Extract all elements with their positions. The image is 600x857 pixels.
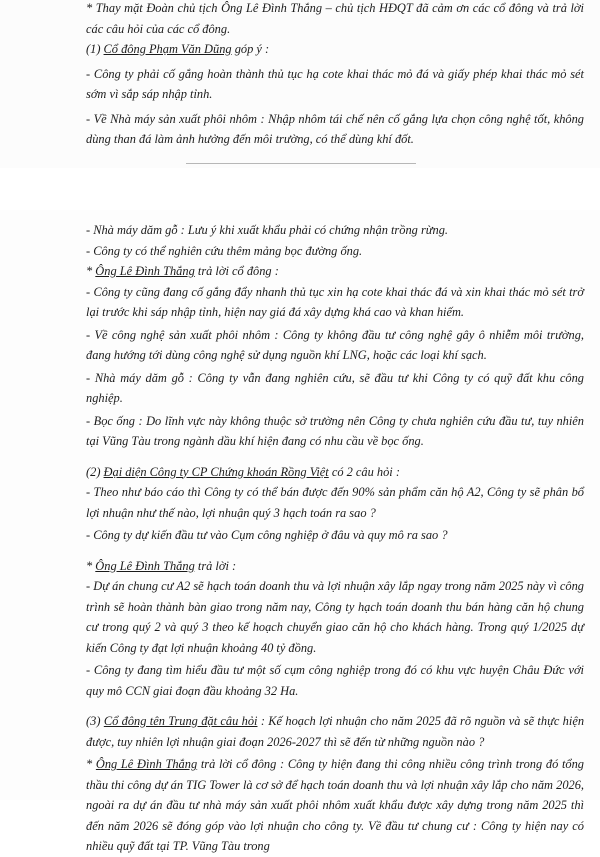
suggestion-wood-chip: - Nhà máy dăm gỗ : Lưu ý khi xuất khẩu phải có chứng nhận trồng rừng.	[86, 223, 449, 237]
answer-1-speaker: Ông Lê Đình Thắng	[95, 264, 195, 278]
question-2-speaker: Đại diện Công ty CP Chứng khoán Rồng Việt	[103, 464, 329, 479]
answer-3-text: trả lời cổ đông : Công ty hiện đang thi công nhiều công trình trong đó tổng thầu thi công dự án TIG Tower là cơ sở để hạch toán doanh thu và lợi nhuận xây lắp cho năm 2026, ngoài ra dự án đầu tư nhà máy sản xuất phôi nhôm xuất khẩu được xây dựng trong năm 2025 thì đến năm 2026 sẽ đóng góp vào lợi nhuận cho công ty. Về đầu tư chung cư : Công ty hiện nay có nhiều quỹ đất tại TP. Vũng Tàu trong	[86, 757, 584, 853]
answer-3-speaker: Ông Lê Đình Thắng	[95, 757, 198, 771]
answer-1-heading	[86, 261, 584, 282]
answer-2-heading	[86, 556, 584, 577]
question-2-number: (2)	[86, 464, 104, 479]
answer-3-star: *	[86, 757, 96, 771]
answer-2-speaker: Ông Lê Đình Thắng	[95, 558, 195, 573]
answer-1-para-2: - Về công nghệ sản xuất phôi nhôm : Công ty không đầu tư công nghệ gây ô nhiễm môi trường, đang hướng tới dùng công nghệ sử dụng nguồn khí LNG, hoặc các loại khí sạch.	[86, 327, 584, 362]
question-3-speaker: Cổ đông tên Trung đặt câu hỏi	[103, 714, 258, 728]
question-1-item-a: - Công ty phải cố gắng hoàn thành thủ tục hạ cote khai thác mỏ đá và giấy phép khai thác mỏ sét sớm vì sắp sáp nhập tỉnh.	[86, 66, 584, 101]
question-1-intro: góp ý :	[231, 42, 270, 56]
top-text-block	[86, 0, 584, 150]
question-1-number: (1)	[86, 42, 104, 56]
question-3-number: (3)	[86, 714, 104, 728]
question-2-item-a: - Theo như báo cáo thì Công ty có thể bán được đến 90% sản phẩm căn hộ A2, Công ty sẽ phân bổ lợi nhuận như thế nào, lợi nhuận quý 3 hạch toán ra sao ?	[86, 485, 584, 520]
question-1-item-b: - Về Nhà máy sản xuất phôi nhôm : Nhập nhôm tái chế nên cố gắng lựa chọn công nghệ tốt, không dùng than đá làm ảnh hưởng đến môi trường, có thể dùng khí đốt.	[86, 111, 584, 146]
answer-2-para-1: - Dự án chung cư A2 sẽ hạch toán doanh thu và lợi nhuận xây lắp ngay trong năm 2025 này vì công trình sẽ hoàn thành bàn giao trong năm nay, Công ty hạch toán doanh thu bán hàng căn hộ chung cư trong quý 2 và quý 3 theo kế hoạch chuyển giao căn hộ cho khách hàng. Trong quý 1/2025 dự kiến Công ty đạt lợi nhuận khoảng 40 tỷ đồng.	[86, 579, 584, 655]
answer-1-para-1: - Công ty cũng đang cố gắng đẩy nhanh thủ tục xin hạ cote khai thác đá và xin khai thác mỏ sét trở lại trước khi sáp nhập tỉnh, hiện nay giá đá xây dựng khá cao và khan hiếm.	[86, 284, 584, 319]
page-divider-line	[186, 163, 416, 164]
page-break-gap	[0, 168, 600, 210]
answer-2-intro: trả lời :	[194, 558, 237, 573]
answer-1-star: *	[86, 264, 96, 278]
bottom-text-block	[86, 220, 584, 857]
question-1-speaker: Cổ đông Phạm Văn Dũng	[103, 42, 232, 56]
answer-1-intro: trả lời cổ đông :	[194, 264, 279, 278]
question-2-item-b: - Công ty dự kiến đầu tư vào Cụm công nghiệp ở đâu và quy mô ra sao ?	[86, 528, 448, 542]
answer-1-para-3: - Nhà máy dăm gỗ : Công ty vẫn đang nghiên cứu, sẽ đầu tư khi Công ty có quỹ đất khu công nghiệp.	[86, 370, 584, 405]
answer-1-para-4: - Bọc ống : Do lĩnh vực này không thuộc sở trường nên Công ty chưa nghiên cứu đầu tư, tuy nhiên tại Vũng Tàu trong ngành dầu khí hiện đang có nhu cầu về bọc ống.	[86, 413, 584, 448]
question-3-text: : Kế hoạch lợi nhuận cho năm 2025 đã rõ nguồn và sẽ thực hiện được, tuy nhiên lợi nhuận giai đoạn 2026-2027 thì sẽ đến từ những nguồn nào ?	[86, 714, 585, 749]
question-3-paragraph	[86, 711, 584, 752]
suggestion-pipe-coating: - Công ty có thể nghiên cứu thêm mảng bọc đường ống.	[86, 243, 363, 258]
answer-3-paragraph	[86, 754, 584, 857]
answer-2-para-2: - Công ty đang tìm hiểu đầu tư một số cụm công nghiệp trong đó có khu vực huyện Châu Đức với quy mô CCN giai đoạn đầu khoảng 32 Ha.	[86, 663, 584, 698]
answer-2-star: *	[86, 558, 96, 573]
intro-paragraph: * Thay mặt Đoàn chủ tịch Ông Lê Đình Thắng – chủ tịch HĐQT đã cảm ơn các cổ đông và trả lời các câu hỏi của các cổ đông.	[86, 1, 584, 36]
question-1-heading	[86, 39, 584, 60]
question-2-intro: có 2 câu hỏi :	[328, 464, 400, 479]
question-2-heading	[86, 462, 584, 483]
